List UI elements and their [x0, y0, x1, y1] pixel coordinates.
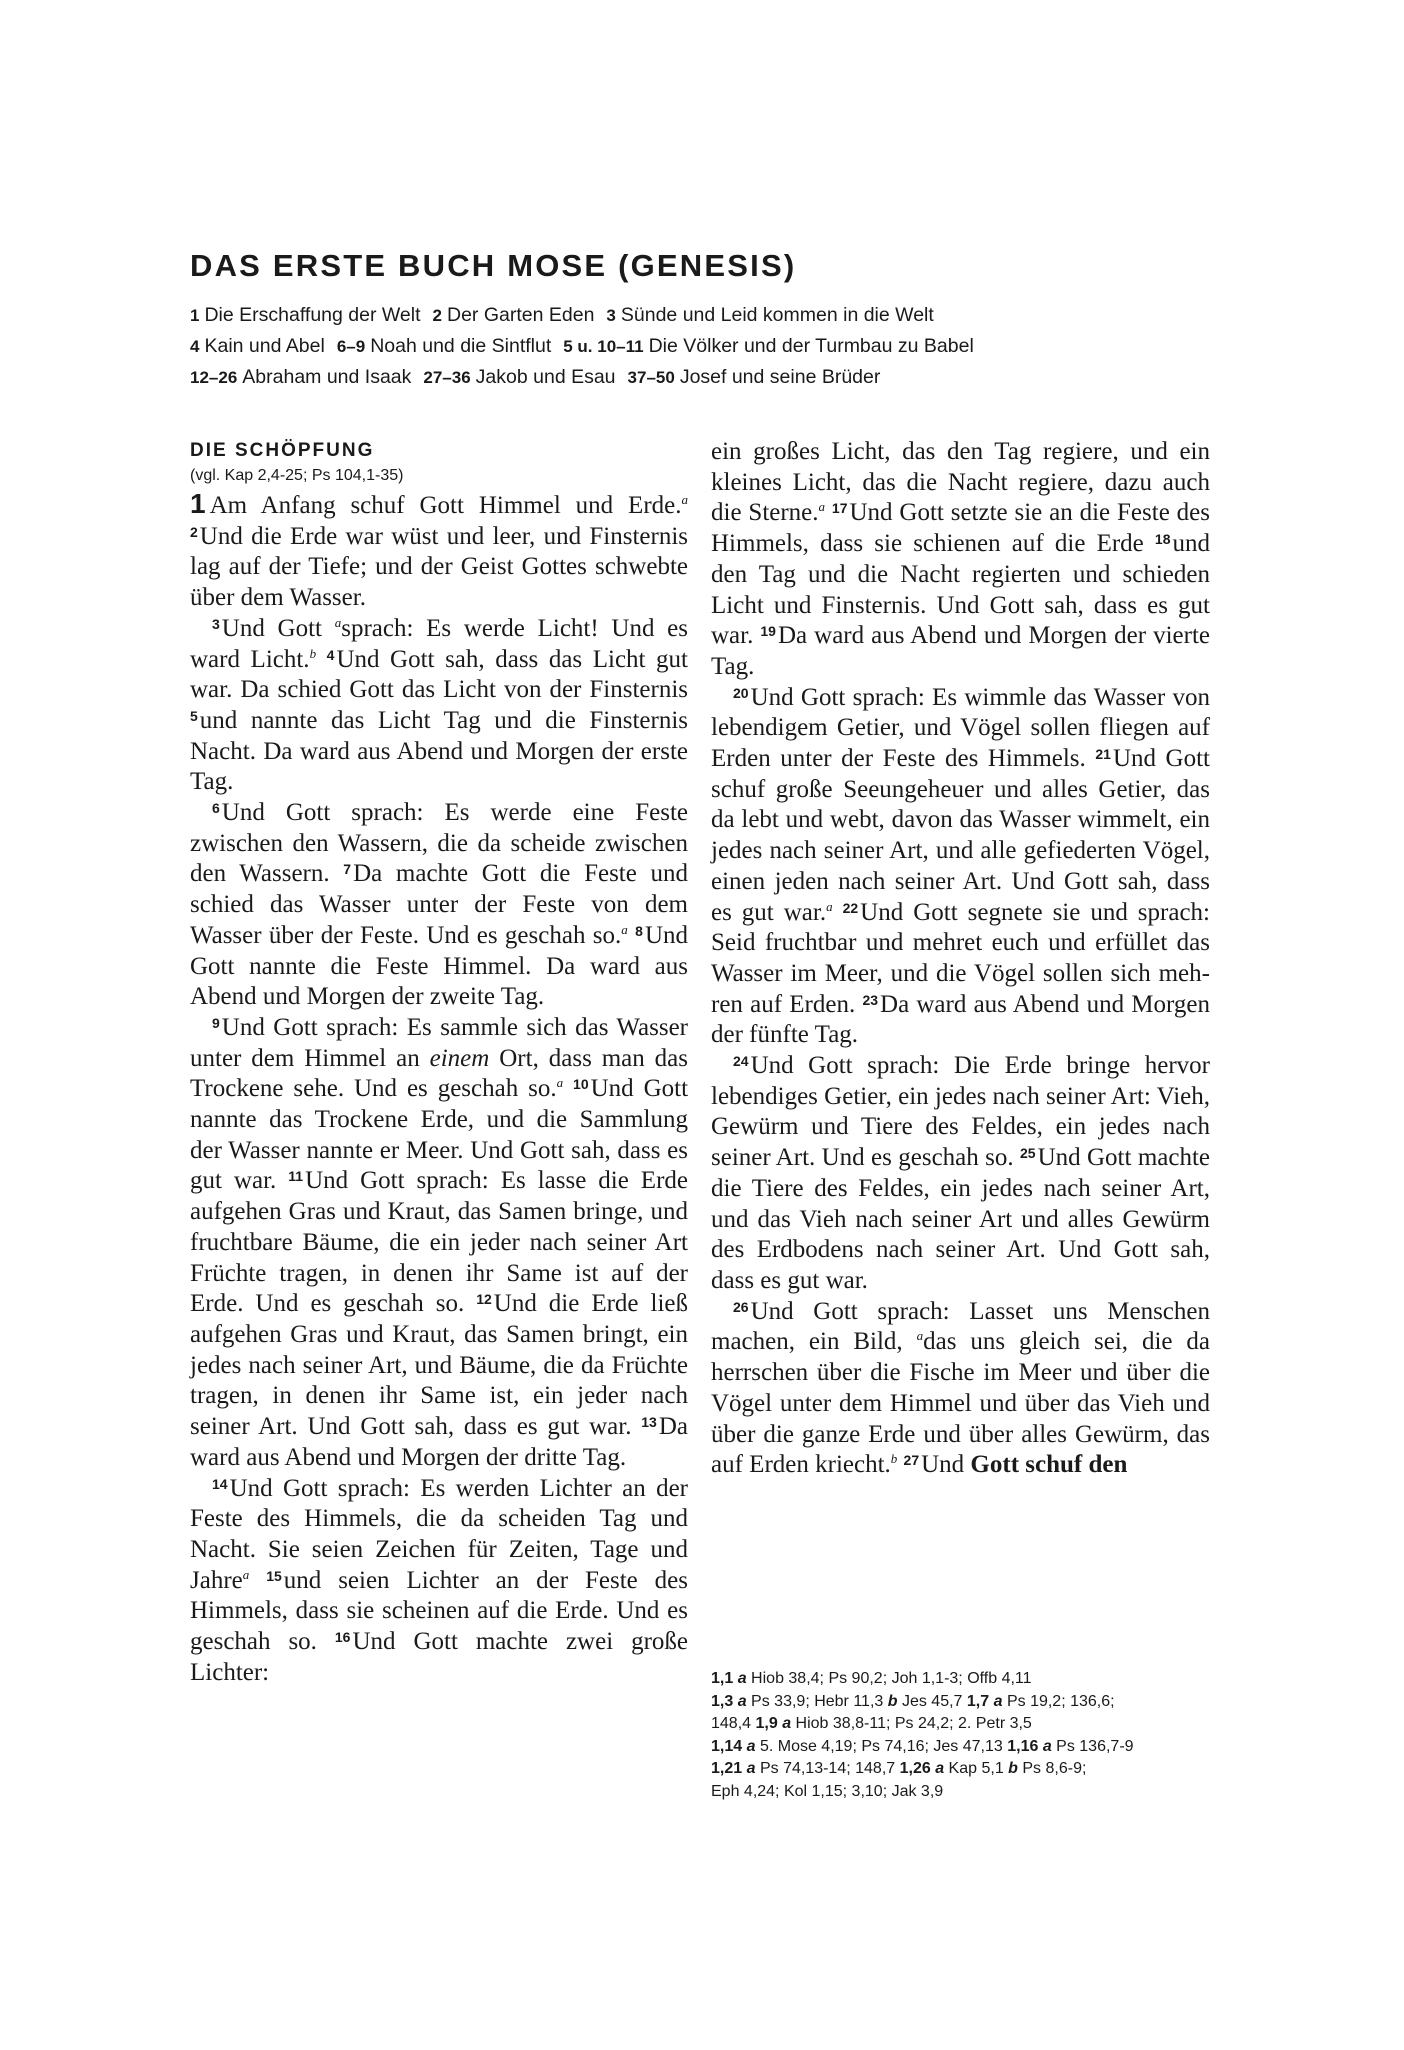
verse-number: 22: [842, 899, 859, 916]
verse-number: 13: [641, 1414, 657, 1431]
verse-text: Und Gott sprach: Es wimmle das Wasser von lebendigem Getier, und Vögel sollen fliegen auf Erden unter der Feste des Himmels.: [711, 683, 1210, 773]
footnote-text: Ps 8,6-9;: [1017, 1760, 1087, 1778]
verse-text: Und: [921, 1451, 971, 1479]
overview-topic: Die Völker und der Turmbau zu Babel: [648, 335, 974, 357]
footnote-text: Ps 136,7-9: [1051, 1737, 1134, 1755]
verse-text: Und Gott setzte sie an die Feste des Himmels, dass sie schienen auf die Erde: [711, 499, 1210, 558]
footnote-key: 1,16: [1007, 1737, 1039, 1755]
footnote-letter: a: [737, 1692, 747, 1710]
overview-topic: Josef und seine Brüder: [679, 366, 881, 388]
verse-text: Da ward aus Abend und Morgen der vierte Tag.: [711, 622, 1210, 680]
paragraph: [190, 1013, 688, 1474]
overview-topic: Abraham und Isaak: [242, 366, 412, 388]
verse-text: Und Gott: [221, 614, 335, 642]
footnote-line: [711, 1691, 1210, 1714]
verse-text: sprach: Es werde Licht! Und es ward Licht.: [190, 614, 688, 673]
footnote-text: Hiob 38,8-11; Ps 24,2; 2. Petr 3,5: [791, 1715, 1032, 1733]
verse-text: Und Gott sprach: Es werde eine Feste zwischen den Wassern, die da scheide zwischen den Wassern.: [190, 799, 688, 888]
verse-number: 17: [831, 500, 848, 517]
verse-text: Und Gott segnete sie und sprach: Seid fruchtbar und mehret euch und erfüllet das Wasser im Meer, und die Vögel sollen sich mehren auf Erden.: [711, 898, 1210, 1018]
footnote-mark: b: [309, 645, 317, 661]
overview-chapter-number: 12–26: [190, 368, 238, 387]
verse-number: 10: [573, 1076, 589, 1093]
paragraph: [711, 683, 1210, 1051]
footnote-text: Ps 33,9; Hebr 11,3: [746, 1692, 888, 1710]
footnote-letter: b: [887, 1692, 898, 1710]
footnote-line: [711, 1736, 1210, 1759]
verse-number: 11: [288, 1168, 304, 1185]
verse-text: Und Gott sprach: Es lasse die Erde aufgehen Gras und Kraut, das Samen bringe, und fruchtbare Bäume, die ein jeder nach seiner Art Früchte tragen, in denen ihr Same ist auf der Erde. Und es geschah so.: [190, 1167, 688, 1318]
footnote-letter: a: [746, 1760, 756, 1778]
verse-text: Und die Erde war wüst und leer, und Finsternis lag auf der Tiefe; und der Geist Gottes schwebte über dem Wasser.: [190, 522, 688, 612]
verse-number: 25: [1020, 1145, 1036, 1162]
verse-text: Da ward aus Abend und Morgen der dritte Tag.: [190, 1413, 688, 1471]
verse-number: 23: [862, 991, 879, 1008]
verse-text: Ort, dass man das Trockene sehe. Und es geschah so.: [190, 1044, 688, 1103]
overview-topic: Der Garten Eden: [447, 304, 595, 326]
footnote-mark: a: [681, 492, 688, 507]
overview-topic: Noah und die Sintflut: [370, 335, 552, 357]
footnote-mark: a: [242, 1566, 250, 1582]
verse-text: Und Gott machte die Tiere des Feldes, ein jedes nach seiner Art, und das Vieh nach seiner Art und alles Gewürm des Erdbodens nach seiner Art. Und Gott sah, dass es gut war.: [711, 1144, 1211, 1294]
footnote-letter: a: [782, 1715, 792, 1733]
footnote-mark: b: [890, 1451, 898, 1467]
footnote-mark: a: [826, 898, 833, 914]
paragraph: [190, 798, 688, 1013]
section-reference: (vgl. Kap 2,4-25; Ps 104,1-35): [190, 467, 404, 484]
footnote-letter: a: [1042, 1737, 1052, 1755]
footnote-text: Hiob 38,4; Ps 90,2; Joh 1,1-3; Offb 4,11: [746, 1670, 1032, 1687]
paragraph: [711, 1297, 1210, 1481]
verse-text: Und Gott nannte das Trockene Erde, und die Sammlung der Wasser nannte er Meer. Und Gott sah, dass es gut war.: [190, 1075, 689, 1195]
verse-text: Und Gott sprach: Es werden Lichter an der Feste des Himmels, die da scheiden Tag und Nacht. Sie seien Zeichen für Zeiten, Tage und Jahre: [190, 1474, 688, 1594]
overview-line: [190, 362, 1230, 393]
overview-chapter-number: 5 u. 10–11: [563, 337, 644, 356]
verse-number: 2: [190, 523, 198, 540]
footnote-key: 1,26: [899, 1760, 931, 1778]
verse-text: das uns gleich sei, die da herrschen über die Fische im Meer und über die Vögel unter dem Himmel und über das Vieh und über die ganze Erde und über alles Gewürm, das auf Erden kriecht.: [711, 1328, 1210, 1479]
verse-text: Und Gott sprach: Lasset uns Menschen machen, ein Bild,: [711, 1297, 1210, 1356]
overview-topic: Kain und Abel: [204, 335, 325, 357]
verse-text: ein großes Licht, das den Tag regiere, und ein kleines Licht, das die Nacht regiere, dazu auch die Sterne.: [711, 438, 1210, 527]
paragraph: [711, 437, 1210, 683]
overview-chapter-number: 2: [432, 306, 442, 325]
overview-chapter-number: 3: [606, 306, 616, 325]
overview-chapter-number: 4: [190, 337, 200, 356]
verse-text: Und die Erde ließ aufgehen Gras und Kraut, das Samen bringt, ein jedes nach seiner Art, und Bäume, die da Früchte tragen, in denen ihr Same ist, ein jeder nach seiner Art. Und Gott sah, dass es gut war.: [190, 1290, 688, 1441]
paragraph: [711, 1051, 1210, 1297]
footnotes: [711, 1668, 1210, 1804]
text-column-right: [711, 437, 1210, 1481]
footnote-letter: a: [993, 1692, 1003, 1710]
verse-number: 18: [1154, 531, 1171, 548]
footnote-letter: a: [737, 1670, 747, 1687]
overview-chapter-number: 6–9: [336, 337, 366, 356]
overview-topic: Die Erschaffung der Welt: [204, 304, 421, 326]
overview-line: [190, 331, 1230, 362]
footnote-key: 1,1: [711, 1670, 734, 1687]
verse-text: und nannte das Licht Tag und die Finsternis Nacht. Da ward aus Abend und Morgen der erste Tag.: [190, 706, 688, 796]
verse-number: 20: [733, 684, 749, 701]
footnote-text: 148,4: [711, 1715, 756, 1733]
footnote-line: [711, 1758, 1210, 1781]
overview-chapter-number: 27–36: [423, 368, 471, 387]
verse-number: 7: [343, 861, 352, 878]
verse-number: 15: [266, 1567, 282, 1584]
verse-text: Und Gott nannte die Feste Himmel. Da ward aus Abend und Morgen der zweite Tag.: [190, 921, 689, 1011]
verse-text: und den Tag und die Nacht regierten und schieden Licht und Finsternis. Und Gott sah, dass es gut war.: [711, 530, 1210, 650]
footnote-mark: a: [916, 1328, 924, 1344]
verse-number: 26: [733, 1298, 749, 1315]
paragraph: [190, 489, 688, 614]
footnote-text: Ps 19,2; 136,6;: [1002, 1692, 1115, 1710]
footnote-key: 1,14: [711, 1737, 743, 1755]
footnote-letter: b: [1008, 1760, 1018, 1778]
footnote-text: Eph 4,24; Kol 1,15; 3,10; Jak 3,9: [711, 1782, 944, 1800]
footnote-mark: a: [334, 614, 342, 630]
footnote-text: Kap 5,1: [944, 1760, 1009, 1778]
verse-number: 27: [903, 1452, 920, 1469]
chapter-number: 1: [190, 488, 206, 519]
verse-text: Da machte Gott die Feste und schied das Wasser unter der Feste von dem Wasser über der Feste. Und es geschah so.: [190, 860, 688, 949]
footnote-line: [711, 1713, 1210, 1736]
verse-text: Und Gott sah, dass das Licht gut war. Da schied Gott das Licht von der Finsternis: [190, 645, 689, 704]
verse-number: 19: [760, 623, 776, 640]
verse-number: 9: [212, 1014, 220, 1031]
book-title: DAS ERSTE BUCH MOSE (GENESIS): [190, 248, 797, 283]
footnote-line: [711, 1668, 1210, 1691]
text-column-left: [190, 438, 688, 1688]
footnote-key: 1,7: [966, 1692, 990, 1710]
footnote-line: [711, 1781, 1210, 1804]
verse-text: Und Gott sprach: Die Erde bringe hervor lebendiges Getier, ein jedes nach seiner Art: Vieh, Gewürm und Tiere des Feldes, ein jedes nach seiner Art. Und es geschah so.: [711, 1052, 1210, 1172]
overview-topic: Sünde und Leid kommen in die Welt: [620, 304, 934, 326]
paragraph: [190, 1474, 688, 1689]
emphasis-text: einem: [429, 1044, 490, 1072]
verse-number: 3: [212, 615, 220, 632]
verse-number: 12: [476, 1291, 492, 1308]
verse-text: und seien Lichter an der Feste des Himmels, dass sie scheinen auf die Erde. Und es geschah so.: [190, 1566, 688, 1656]
verse-number: 4: [326, 646, 335, 663]
verse-number: 21: [1095, 746, 1111, 763]
book-overview: [190, 300, 1230, 393]
verse-text: Und Gott schuf große Seeungeheuer und alles Getier, das da lebt und webt, davon das Wasser wimmelt, ein jedes nach seiner Art, und alle gefiederten Vögel, einen jeden nach seiner Art. Und Gott sah, dass es gut war.: [711, 745, 1210, 926]
verse-number: 16: [334, 1629, 351, 1646]
footnote-letter: a: [935, 1760, 945, 1778]
verse-number: 5: [190, 707, 198, 724]
verse-number: 24: [733, 1053, 749, 1070]
overview-topic: Jakob und Esau: [475, 366, 616, 388]
footnote-mark: a: [621, 921, 628, 937]
verse-number: 6: [212, 800, 220, 817]
footnote-text: 5. Mose 4,19; Ps 74,16; Jes 47,13: [755, 1737, 1008, 1755]
verse-text: Und Gott sprach: Es sammle sich das Wasser unter dem Himmel an: [190, 1013, 688, 1072]
verse-text: Da ward aus Abend und Morgen der fünfte Tag.: [711, 990, 1211, 1049]
footnote-mark: a: [818, 499, 826, 515]
verse-text: Am Anfang schuf Gott Himmel und Erde.: [209, 492, 682, 519]
footnote-text: Ps 74,13-14; 148,7: [755, 1760, 900, 1778]
section-heading: DIE SCHÖPFUNG: [190, 440, 375, 461]
footnote-letter: a: [746, 1737, 756, 1755]
footnote-key: 1,21: [711, 1760, 743, 1778]
bold-text: Gott schuf den: [970, 1451, 1128, 1479]
footnote-text: Jes 45,7: [897, 1692, 967, 1710]
footnote-key: 1,3: [711, 1692, 734, 1710]
verse-number: 14: [212, 1475, 228, 1492]
overview-chapter-number: 37–50: [627, 368, 675, 387]
verse-number: 8: [635, 922, 643, 939]
footnote-key: 1,9: [755, 1715, 778, 1733]
overview-line: [190, 300, 1230, 331]
verse-text: Und Gott machte zwei große Lichter:: [190, 1628, 688, 1686]
footnote-mark: a: [556, 1075, 564, 1091]
overview-chapter-number: 1: [190, 306, 200, 325]
paragraph: [190, 614, 688, 798]
